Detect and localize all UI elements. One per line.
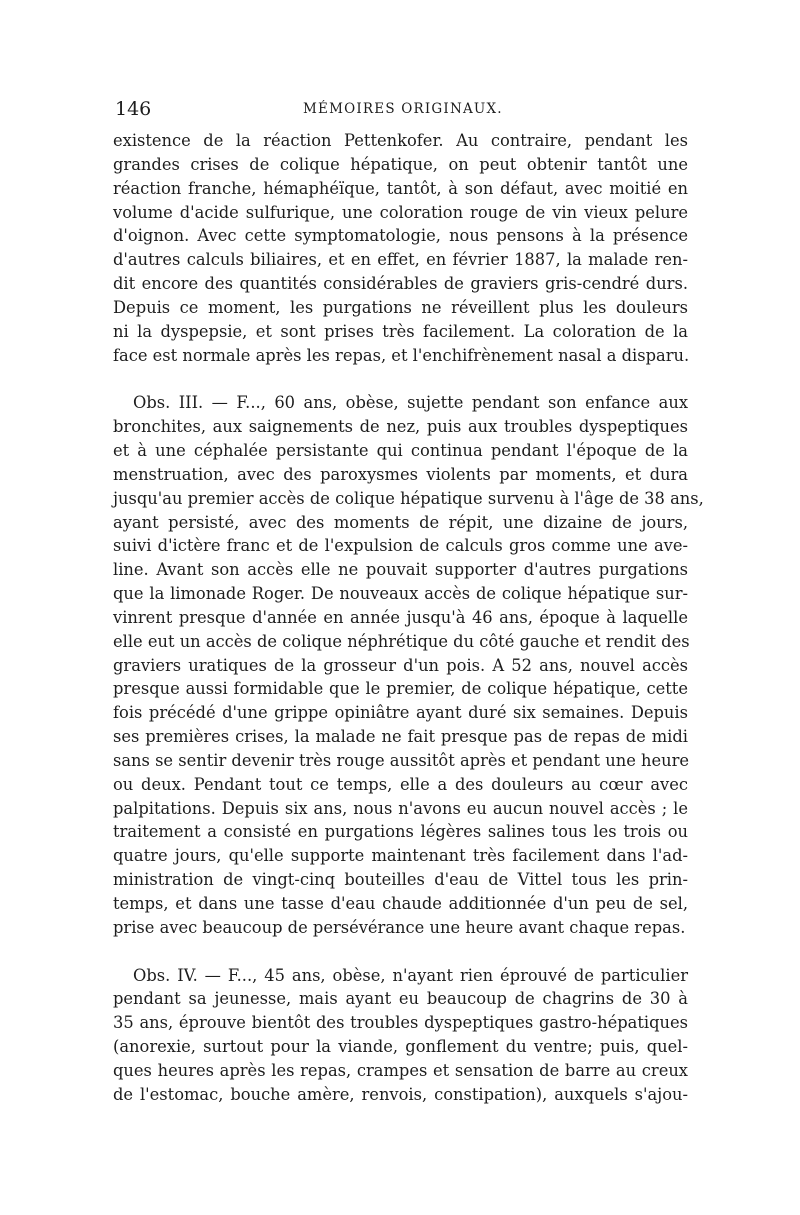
- text-line: ni la dyspepsie, et sont prises très facilement. La coloration de la: [113, 321, 688, 341]
- paragraph-obs-iii: [113, 391, 704, 939]
- text-line: fois précédé d'une grippe opiniâtre ayant duré six semaines. Depuis: [113, 703, 688, 723]
- paragraph-obs-iv: [113, 964, 688, 1107]
- text-line: grandes crises de colique hépatique, on peut obtenir tantôt une: [113, 154, 688, 174]
- text-line: sans se sentir devenir très rouge aussitôt après et pendant une heure: [113, 750, 690, 770]
- text-line: temps, et dans une tasse d'eau chaude additionnée d'un peu de sel,: [113, 894, 688, 913]
- running-title: MÉMOIRES ORIGINAUX.: [303, 101, 503, 117]
- text-line: d'oignon. Avec cette symptomatologie, nous pensons à la présence: [113, 226, 688, 246]
- text-line: ses premières crises, la malade ne fait presque pas de repas de midi: [113, 727, 688, 747]
- text-line: quatre jours, qu'elle supporte maintenant très facilement dans l'ad-: [113, 846, 688, 866]
- text-line: que la limonade Roger. De nouveaux accès de colique hépatique sur-: [113, 584, 688, 604]
- text-line: ques heures après les repas, crampes et sensation de barre au creux: [113, 1060, 688, 1080]
- text-line: existence de la réaction Pettenkofer. Au contraire, pendant les: [113, 131, 688, 150]
- text-line: et à une céphalée persistante qui continua pendant l'époque de la: [113, 440, 688, 460]
- text-line: ministration de vingt-cinq bouteilles d'eau de Vittel tous les prin-: [113, 870, 688, 890]
- text-line: traitement a consisté en purgations légères salines tous les trois ou: [113, 822, 688, 842]
- text-line: de l'estomac, bouche amère, renvois, constipation), auxquels s'ajou-: [113, 1084, 688, 1104]
- text-line: dit encore des quantités considérables de graviers gris-cendré durs.: [113, 274, 688, 294]
- text-line: face est normale après les repas, et l'enchifrènement nasal a disparu.: [113, 345, 690, 365]
- text-line: volume d'acide sulfurique, une coloration rouge de vin vieux pelure: [113, 202, 688, 222]
- running-head: [113, 98, 688, 120]
- text-line: 35 ans, éprouve bientôt des troubles dyspeptiques gastro-hépatiques: [113, 1013, 688, 1033]
- text-line: menstruation, avec des paroxysmes violents par moments, et dura: [113, 464, 688, 484]
- paragraph-continuation: [113, 129, 688, 367]
- text-line: vinrent presque d'année en année jusqu'à 46 ans, époque à laquelle: [113, 607, 688, 627]
- text-line: presque aussi formidable que le premier, de colique hépatique, cette: [113, 679, 688, 699]
- text-line: pendant sa jeunesse, mais ayant eu beaucoup de chagrins de 30 à: [113, 989, 688, 1009]
- text-line: palpitations. Depuis six ans, nous n'avons eu aucun nouvel accès ; le: [113, 798, 688, 818]
- body-text: [113, 129, 704, 1107]
- text-line: elle eut un accès de colique néphrétique du côté gauche et rendit des: [113, 631, 690, 651]
- page-number: 146: [115, 98, 152, 120]
- paragraph-gap: [113, 367, 688, 391]
- text-line: d'autres calculs biliaires, et en effet, en février 1887, la malade ren-: [113, 250, 688, 270]
- text-line: line. Avant son accès elle ne pouvait supporter d'autres purgations: [113, 560, 688, 580]
- paragraph-gap: [113, 940, 688, 964]
- text-line: jusqu'au premier accès de colique hépatique survenu à l'âge de 38 ans,: [113, 488, 704, 508]
- text-line: prise avec beaucoup de persévérance une heure avant chaque repas.: [113, 917, 686, 937]
- text-line: Obs. III. — F..., 60 ans, obèse, sujette pendant son enfance aux: [133, 393, 688, 413]
- text-line: suivi d'ictère franc et de l'expulsion de calculs gros comme une ave-: [113, 536, 688, 556]
- text-line: bronchites, aux saignements de nez, puis aux troubles dyspeptiques: [113, 417, 688, 437]
- text-line: ou deux. Pendant tout ce temps, elle a des douleurs au cœur avec: [113, 774, 688, 794]
- text-line: graviers uratiques de la grosseur d'un pois. A 52 ans, nouvel accès: [113, 655, 688, 675]
- text-line: Depuis ce moment, les purgations ne réveillent plus les douleurs: [113, 297, 688, 317]
- text-line: réaction franche, hémaphéïque, tantôt, à son défaut, avec moitié en: [113, 178, 688, 198]
- text-line: ayant persisté, avec des moments de répit, une dizaine de jours,: [113, 512, 688, 532]
- text-line: (anorexie, surtout pour la viande, gonflement du ventre; puis, quel-: [113, 1037, 688, 1057]
- text-line: Obs. IV. — F..., 45 ans, obèse, n'ayant rien éprouvé de particulier: [133, 965, 688, 985]
